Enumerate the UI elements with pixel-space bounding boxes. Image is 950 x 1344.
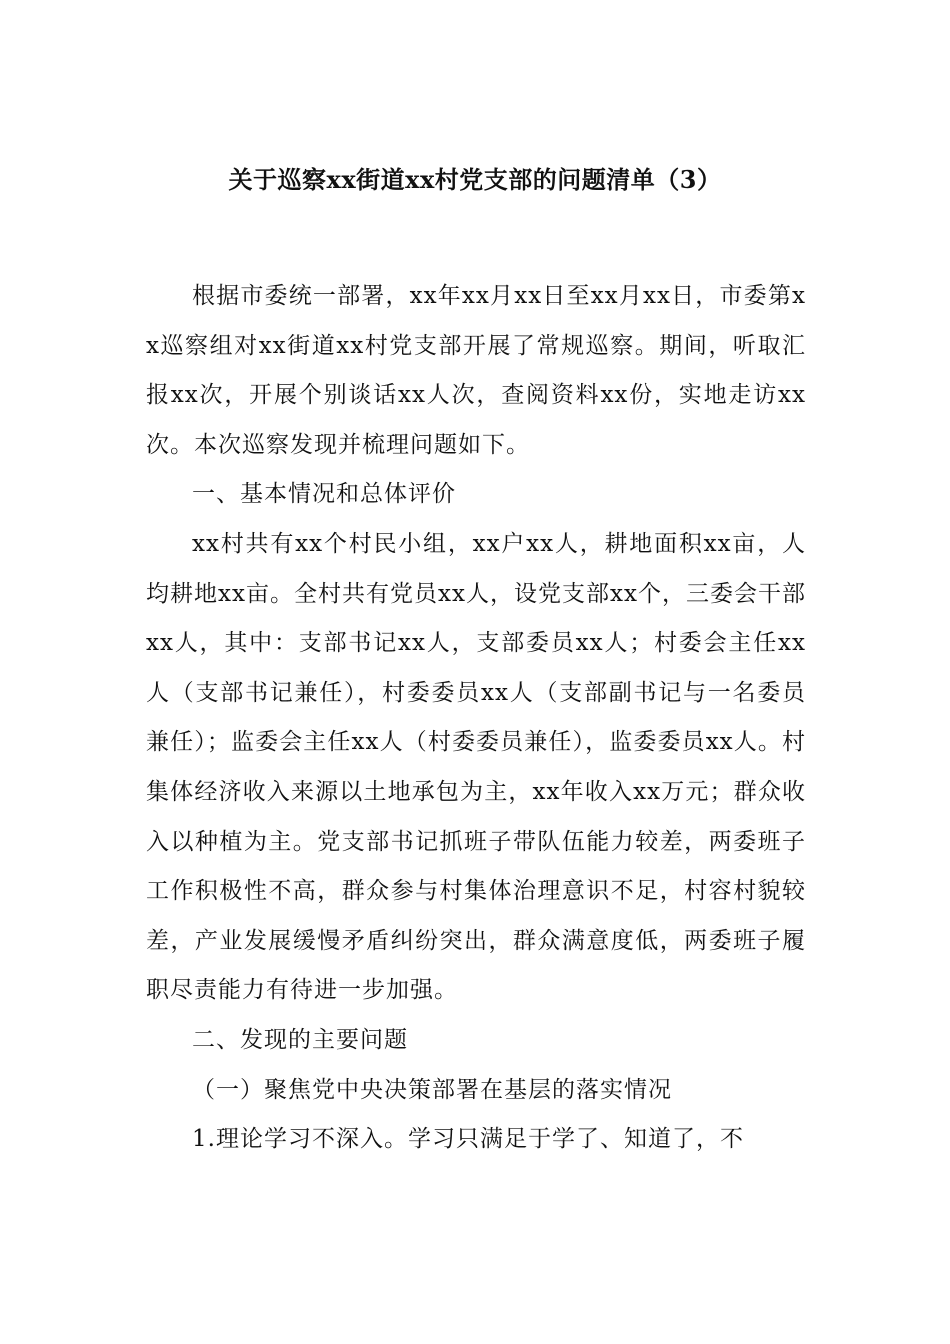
subheading-central-decisions: （一）聚焦党中央决策部署在基层的落实情况 bbox=[192, 1076, 672, 1103]
paragraph-problem-1: 1.理论学习不深入。学习只满足于学了、知道了，不 bbox=[192, 1126, 744, 1153]
document-body bbox=[146, 272, 806, 1165]
document-title: 关于巡察xx街道xx村党支部的问题清单（3） bbox=[228, 165, 722, 194]
heading-basic-situation: 一、基本情况和总体评价 bbox=[192, 481, 456, 508]
paragraph-intro: 根据市委统一部署，xx年xx月xx日至xx月xx日，市委第xx巡察组对xx街道xx村党支部开展了常规巡察。期间，听取汇报xx次，开展个别谈话xx人次，查阅资料xx份，实地走访xx次。本次巡察发现并梳理问题如下。 bbox=[146, 283, 806, 458]
paragraph-village-overview: xx村共有xx个村民小组，xx户xx人，耕地面积xx亩，人均耕地xx亩。全村共有党员xx人，设党支部xx个，三委会干部xx人，其中：支部书记xx人，支部委员xx人；村委会主任xx人（支部书记兼任），村委委员xx人（支部副书记与一名委员兼任）；监委会主任xx人（村委委员兼任），监委委员xx人。村集体经济收入来源以土地承包为主，xx年收入xx万元；群众收入以种植为主。党支部书记抓班子带队伍能力较差，两委班子工作积极性不高，群众参与村集体治理意识不足，村容村貌较差，产业发展缓慢矛盾纠纷突出，群众满意度低，两委班子履职尽责能力有待进一步加强。 bbox=[146, 530, 806, 1004]
heading-main-problems: 二、发现的主要问题 bbox=[192, 1026, 408, 1053]
